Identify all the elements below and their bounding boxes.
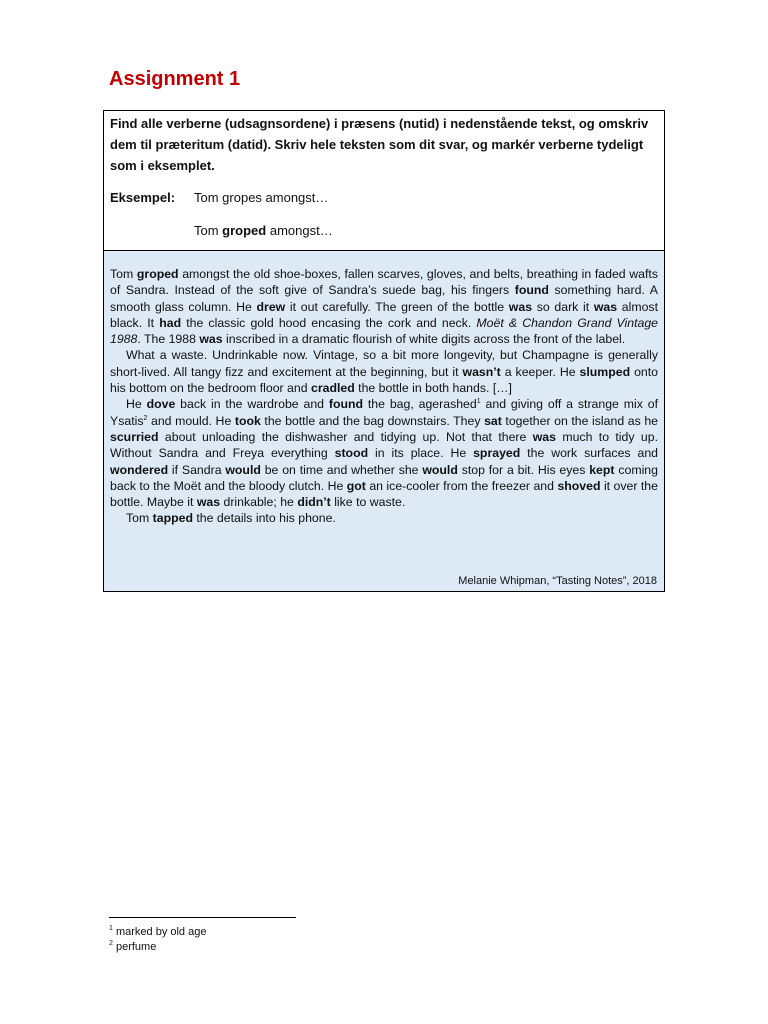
text-run: the details into his phone. [192,511,336,526]
text-run: Tom [110,267,137,281]
verb: kept [589,462,615,477]
text-run: in its place. He [368,446,474,461]
text-run: an ice-cooler from the freezer and [365,478,558,493]
footnote-mark: 1 [109,925,113,932]
text-run: . The 1988 [137,332,200,347]
instructions-section [104,111,664,251]
verb: was [532,429,556,444]
passage-paragraph [110,510,658,526]
verb: sprayed [473,446,521,461]
passage-text [110,266,658,527]
text-run: Tom [126,511,153,526]
text-run: back in the wardrobe and [175,397,329,412]
verb: would [422,462,458,477]
text-run: inscribed in a dramatic flourish of white digits across the front of the label. [222,332,626,347]
text-run: together on the island as he [501,413,658,428]
text-run: so dark it [532,299,594,314]
footnote-text: marked by old age [112,926,207,938]
verb: found [328,397,364,412]
verb: would [225,462,261,477]
text-run: He [126,397,147,412]
text-run: coming back to the Moët and the bloody clutch. He [110,462,658,493]
verb: cradled [310,381,355,396]
text-run: Moët & Chandon Grand Vintage 1988 [110,315,659,347]
attribution: Melanie Whipman, “Tasting Notes”, 2018 [458,574,657,587]
example-after-post: amongst… [266,223,333,238]
text-run: a keeper. He [500,364,580,379]
text-run: What a waste. Undrinkable now. Vintage, so a bit more longevity, but Champagne is generally short-lived. All tangy fizz and excitement at the beginning, but it [110,348,658,379]
text-run: onto his bottom on the bedroom floor and [110,364,659,396]
text-run: like to waste. [330,495,406,510]
text-run: about unloading the dishwasher and tidying up. Not that there [158,429,533,444]
text-run: and giving off a strange mix of Ysatis [110,397,658,428]
verb: got [346,478,366,493]
verb: stood [334,446,369,461]
text-run: the bottle and the bag downstairs. They [260,413,485,428]
verb: was [593,299,618,314]
verb: drew [256,299,286,314]
assignment-box [103,110,665,592]
example-after-verb: groped [222,223,267,238]
text-run: the bottle in both hands. […] [354,381,512,396]
footnote-ref: 1 [476,398,481,406]
text-run: something hard. A smooth glass column. He [110,283,658,314]
assignment-title: Assignment 1 [109,68,241,90]
passage-paragraph [110,266,658,347]
verb: sat [484,413,502,428]
verb: was [199,332,223,347]
verb: was [508,299,533,314]
text-run: it out carefully. The green of the bottle [285,299,509,314]
example-after-pre: Tom [194,223,223,238]
text-run: if Sandra [168,462,226,477]
task-text: Find alle verberne (udsagnsordene) i præsens (nutid) i nedenstående tekst, og omskriv dem til præteritum (datid). Skriv hele teksten som dit svar, og markér verberne tydeligt som i eksemplet. [110,116,649,173]
verb: didn’t [297,495,331,510]
text-run: stop for a bit. His eyes [457,462,590,477]
verb: wasn’t [462,364,501,379]
example-label: Eksempel: [110,190,176,205]
verb: was [196,495,221,510]
verb: wondered [110,462,169,477]
passage-paragraph [110,347,658,396]
text-run: much to tidy up. Without Sandra and Freya everything [110,429,658,461]
footnote-mark: 2 [109,940,113,947]
text-run: it over the bottle. Maybe it [110,478,658,510]
footnote-text: perfume [112,941,157,953]
text-run: drinkable; he [220,495,298,510]
verb: tapped [152,511,193,526]
text-run: almost black. It [110,299,658,330]
verb: scurried [110,429,159,444]
example-row-after [110,220,658,241]
footnote-2 [109,940,156,954]
passage-section [104,251,664,591]
example-row-before [110,187,658,208]
verb: slumped [579,364,631,379]
footnote-1 [109,925,206,939]
verb: groped [136,267,179,281]
text-run: and mould. He [147,413,235,428]
verb: dove [146,397,176,412]
verb: found [514,283,549,298]
footnote-divider [109,917,296,918]
example-before: Tom gropes amongst… [194,190,329,205]
text-run: the work surfaces and [520,446,658,461]
text-run: amongst the old shoe-boxes, fallen scarves, gloves, and belts, breathing in faded wafts of Sandra. Instead of the soft give of Sandra’s suede bag, his fingers [110,267,658,298]
text-run: be on time and whether she [260,462,423,477]
text-run: the bag, agerashed [363,397,477,412]
footnote-ref: 2 [143,414,148,422]
verb: took [234,413,261,428]
text-run: the classic gold hood encasing the cork and neck. [181,315,477,330]
passage-paragraph [110,396,658,510]
verb: had [159,315,182,330]
verb: shoved [557,478,601,493]
